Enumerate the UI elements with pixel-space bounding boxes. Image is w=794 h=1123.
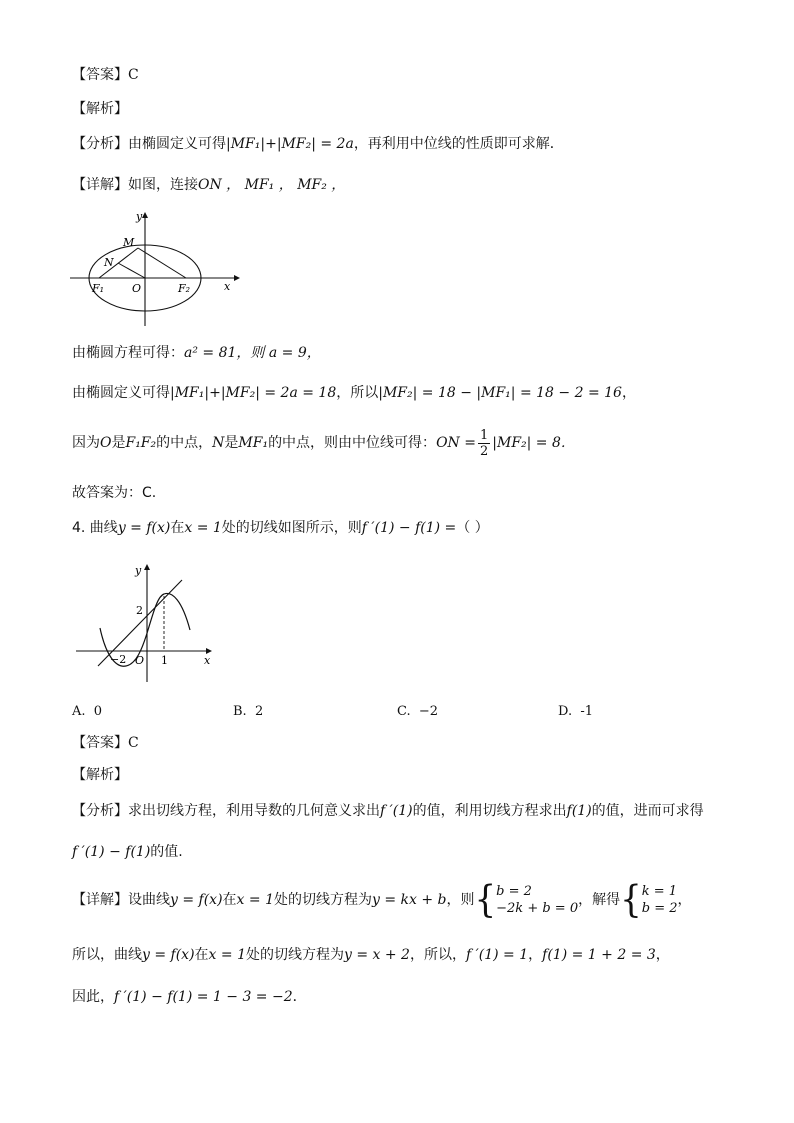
label-y: y — [136, 210, 143, 223]
system-2 — [620, 880, 677, 920]
left-brace: { — [620, 878, 642, 922]
fenxi-expr: f ′(1) − f(1) — [72, 844, 151, 860]
step3-o: O — [100, 435, 112, 451]
x-axis-arrow — [234, 275, 240, 281]
fenxi-tail: 的值. — [150, 844, 183, 860]
option-b-value: 2 — [254, 704, 264, 719]
q4-fenxi-line1 — [72, 802, 704, 820]
q4-final-line — [72, 988, 307, 1006]
xiangjie-text: 如图，连接 — [128, 177, 198, 193]
label-y: y — [135, 564, 142, 577]
label-neg2: −2 — [110, 653, 127, 666]
step2-text: 由椭圆定义可得 — [72, 385, 170, 401]
q4-answer-line — [72, 734, 139, 752]
xj-end: ， — [677, 892, 692, 908]
system-2-row-1: k = 1 — [641, 884, 678, 899]
q3-fenxi-line — [72, 135, 564, 153]
label-o: O — [132, 282, 142, 295]
option-b-letter: B. — [233, 704, 247, 719]
final-expr: f ′(1) − f(1) = 1 − 3 = −2 — [114, 989, 293, 1005]
ellipse-figure — [66, 208, 246, 330]
xj-eq: y = kx + b — [371, 892, 447, 908]
q4-so-line — [72, 946, 670, 964]
xj-func: y = f(x) — [170, 892, 223, 908]
step2-end: ， — [621, 385, 636, 401]
fenxi-tag: 【分析】 — [72, 803, 128, 819]
so-end: ， — [655, 947, 670, 963]
step1-text: 由椭圆方程可得： — [72, 345, 184, 361]
fenxi-text: 由椭圆定义可得 — [128, 136, 226, 152]
final-text: 因此， — [72, 989, 114, 1005]
q3-xiangjie-line — [72, 176, 345, 194]
fenxi-text-a: 求出切线方程，利用导数的几何意义求出 — [128, 803, 380, 819]
q3-step1 — [72, 344, 321, 362]
q4-stem — [72, 519, 489, 537]
step3-f1f2: F₁F₂ — [125, 435, 157, 451]
step3-tail: |MF₂| = 8． — [492, 435, 575, 451]
y-axis-arrow — [142, 212, 148, 218]
q3-step3 — [72, 426, 575, 460]
label-x: x — [224, 280, 231, 293]
q3-answer-line — [72, 66, 139, 84]
xiangjie-tag: 【详解】 — [72, 177, 128, 193]
system-2-row-2: b = 2 — [641, 901, 678, 916]
answer-tag: 【答案】 — [72, 67, 128, 83]
option-c-value: −2 — [418, 704, 439, 719]
step3-n: N — [212, 435, 225, 451]
fenxi-fprime: f ′(1) — [380, 803, 413, 819]
step3-mf1: MF₁ — [238, 435, 269, 451]
so-func: y = f(x) — [142, 947, 195, 963]
xj-text-e: ，解得 — [578, 892, 621, 908]
tangent-figure — [70, 560, 220, 685]
xiangjie-items: ON ， MF₁ ， MF₂ ， — [198, 177, 346, 193]
so-text-b: 在 — [194, 947, 209, 963]
option-d-letter: D. — [558, 704, 573, 719]
q3-conclusion: 故答案为：C. — [72, 485, 157, 501]
q4-stem-paren: （ ） — [456, 520, 489, 536]
so-text-e: ， — [528, 947, 543, 963]
q4-fenxi-line2 — [72, 843, 183, 861]
option-c[interactable] — [397, 704, 438, 719]
system-1-row-1: b = 2 — [496, 884, 532, 899]
label-m: M — [123, 236, 135, 249]
option-c-letter: C. — [397, 704, 411, 719]
left-brace: { — [474, 878, 497, 922]
option-d-value: -1 — [580, 704, 594, 719]
answer-value: C — [128, 735, 139, 751]
step2-formula-b: |MF₂| = 18 − |MF₁| = 18 − 2 = 16 — [378, 385, 622, 401]
fenxi-tag: 【分析】 — [72, 136, 128, 152]
label-2: 2 — [136, 604, 143, 617]
fraction-one-half — [478, 428, 490, 459]
option-a[interactable] — [72, 704, 102, 719]
step2-mid: ，所以 — [336, 385, 379, 401]
label-x: x — [204, 654, 211, 667]
q4-stem-x: x = 1 — [184, 520, 222, 536]
q4-stem-func: y = f(x) — [117, 520, 171, 536]
so-fprime-value: f ′(1) = 1 — [465, 947, 529, 963]
fenxi-f1: f(1) — [566, 803, 592, 819]
q4-stem-b: 在 — [170, 520, 185, 536]
so-x: x = 1 — [208, 947, 246, 963]
so-text-d: ，所以， — [409, 947, 466, 963]
fraction-numerator: 1 — [479, 427, 489, 443]
segment-on — [118, 263, 145, 278]
system-1-row-2: −2k + b = 0 — [496, 901, 579, 916]
q4-stem-expr: f ′(1) − f(1) = — [361, 520, 457, 536]
so-eq: y = x + 2 — [343, 947, 410, 963]
fenxi-formula: |MF₁|+|MF₂| = 2a — [226, 136, 354, 152]
label-f2: F₂ — [178, 282, 191, 295]
q4-stem-number: 4. 曲线 — [72, 520, 118, 536]
option-a-value: 0 — [93, 704, 103, 719]
step3-on: ON = — [436, 435, 476, 451]
xj-text-a: 设曲线 — [128, 892, 170, 908]
q3-step2 — [72, 384, 636, 402]
so-f-value: f(1) = 1 + 2 = 3 — [542, 947, 656, 963]
q4-stem-c: 处的切线如图所示，则 — [221, 520, 362, 536]
xj-text-c: 处的切线方程为 — [273, 892, 372, 908]
fenxi-text-end: ，再利用中位线的性质即可求解． — [353, 136, 564, 152]
answer-tag: 【答案】 — [72, 735, 128, 751]
y-axis-arrow — [144, 564, 150, 570]
system-1-rows — [496, 883, 578, 917]
q4-analysis-heading: 【解析】 — [72, 767, 128, 783]
answer-value: C — [128, 67, 139, 83]
label-o: O — [135, 654, 145, 667]
step3-text-b: 是 — [111, 435, 126, 451]
xj-text-b: 在 — [222, 892, 237, 908]
step2-formula-a: |MF₁|+|MF₂| = 2a = 18 — [170, 385, 337, 401]
option-b[interactable] — [233, 704, 263, 719]
so-text-c: 处的切线方程为 — [245, 947, 344, 963]
fenxi-text-c: 的值，进而可求得 — [591, 803, 704, 819]
step3-text-c: 的中点， — [156, 435, 213, 451]
xiangjie-tag: 【详解】 — [72, 892, 128, 908]
step3-text-a: 因为 — [72, 435, 100, 451]
option-d[interactable] — [558, 704, 593, 719]
q4-xiangjie-line — [72, 880, 691, 920]
step3-text-d: 是 — [224, 435, 239, 451]
q3-analysis-heading: 【解析】 — [72, 101, 128, 117]
fenxi-text-b: 的值，利用切线方程求出 — [412, 803, 567, 819]
label-f1: F₁ — [92, 282, 105, 295]
xj-x: x = 1 — [236, 892, 274, 908]
option-a-letter: A. — [72, 704, 86, 719]
fraction-denominator: 2 — [479, 443, 489, 459]
system-1 — [475, 880, 579, 920]
final-end: ． — [292, 989, 307, 1005]
so-text-a: 所以，曲线 — [72, 947, 142, 963]
xj-text-d: ，则 — [446, 892, 475, 908]
label-1: 1 — [161, 654, 168, 667]
step3-text-e: 的中点，则由中位线可得： — [268, 435, 437, 451]
step1-formula: a² = 81，则 a = 9， — [184, 345, 321, 361]
system-2-rows — [642, 883, 678, 917]
label-n: N — [104, 256, 114, 269]
